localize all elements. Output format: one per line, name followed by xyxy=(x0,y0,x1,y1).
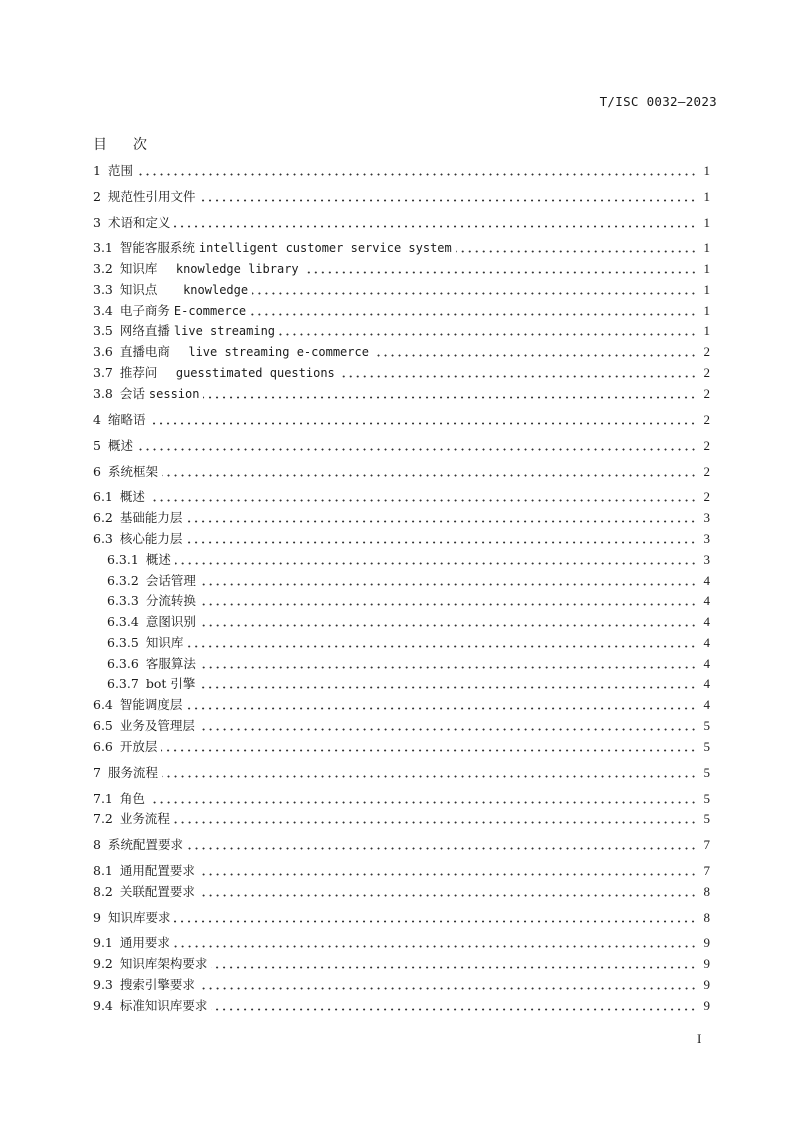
toc-entry-number: 2 xyxy=(93,189,101,204)
toc-entry[interactable] xyxy=(93,998,710,1014)
dot-leader xyxy=(250,303,697,319)
toc-entry-page: 1 xyxy=(703,323,710,338)
toc-entry-label-en: live streaming xyxy=(173,324,276,338)
dot-leader xyxy=(199,676,697,692)
dot-leader xyxy=(211,998,697,1014)
toc-entry-label-zh: bot 引擎 xyxy=(145,676,196,691)
toc-entry-label-zh: 客服算法 xyxy=(145,656,196,671)
toc-entry[interactable] xyxy=(93,837,710,853)
toc-entry[interactable] xyxy=(107,552,710,568)
toc-entry-label xyxy=(120,977,195,993)
toc-entry-label xyxy=(120,718,195,734)
toc-entry-label xyxy=(120,863,195,879)
dot-leader xyxy=(149,791,697,807)
toc-entry-label xyxy=(146,593,196,609)
toc-entry-number: 9 xyxy=(93,910,101,925)
dot-leader xyxy=(175,552,697,568)
toc-entry-label-zh: 智能调度层 xyxy=(119,697,183,712)
toc-entry-page: 1 xyxy=(703,240,710,255)
toc-entry-page: 5 xyxy=(703,765,710,780)
toc-entry[interactable] xyxy=(93,215,710,231)
toc-entry-number: 3.8 xyxy=(93,386,113,401)
toc-entry-page: 4 xyxy=(703,593,710,608)
toc-entry[interactable] xyxy=(93,739,710,755)
toc-entry-label-zh: 基础能力层 xyxy=(119,510,183,525)
toc-entry-page: 1 xyxy=(703,215,710,230)
toc-entry[interactable] xyxy=(93,791,710,807)
toc-entry-label xyxy=(146,614,196,630)
dot-leader xyxy=(149,412,697,428)
toc-entry[interactable] xyxy=(93,240,710,256)
toc-entry-label xyxy=(120,282,248,298)
toc-entry-page: 2 xyxy=(703,412,710,427)
toc-entry-label xyxy=(108,464,158,480)
dot-leader xyxy=(200,656,697,672)
toc-entry-number: 6.4 xyxy=(93,697,113,712)
toc-entry-number: 6.3 xyxy=(93,531,113,546)
toc-entry-page: 5 xyxy=(703,791,710,806)
dot-leader xyxy=(187,635,697,651)
toc-entry-label-zh: 规范性引用文件 xyxy=(107,189,196,204)
toc-title xyxy=(93,134,147,154)
toc-title-part1: 目 xyxy=(93,137,107,153)
dot-leader xyxy=(199,718,697,734)
toc-entry-label-zh: 范围 xyxy=(107,163,133,178)
toc-entry-number: 6.3.6 xyxy=(107,656,139,671)
toc-entry-page: 3 xyxy=(703,510,710,525)
toc-entry-label xyxy=(146,676,196,692)
toc-entry-number: 4 xyxy=(93,412,101,427)
toc-entry-page: 2 xyxy=(703,365,710,380)
toc-entry-page: 4 xyxy=(703,656,710,671)
dot-leader xyxy=(252,282,697,298)
toc-entry-page: 1 xyxy=(703,189,710,204)
toc-entry-page: 8 xyxy=(703,884,710,899)
toc-entry-label-zh: 知识库要求 xyxy=(107,910,171,925)
toc-entry[interactable] xyxy=(93,344,710,360)
toc-entry-label-zh: 智能客服系统 xyxy=(119,240,195,255)
toc-entry[interactable] xyxy=(93,863,710,879)
dot-leader xyxy=(137,163,697,179)
dot-leader xyxy=(174,811,697,827)
toc-entry[interactable] xyxy=(93,935,710,951)
dot-leader xyxy=(200,614,697,630)
toc-entry-label xyxy=(120,510,183,526)
toc-entry[interactable] xyxy=(93,697,710,713)
toc-entry-number: 6.3.5 xyxy=(107,635,139,650)
document-code: T/ISC 0032—2023 xyxy=(599,94,717,109)
toc-entry-label-zh: 业务及管理层 xyxy=(119,718,195,733)
toc-entry-label-zh: 核心能力层 xyxy=(119,531,183,546)
dot-leader xyxy=(149,489,697,505)
toc-entry-label xyxy=(108,215,171,231)
toc-entry-number: 5 xyxy=(93,438,101,453)
toc-entry-number: 6.3.1 xyxy=(107,552,139,567)
toc-entry-label xyxy=(120,261,299,277)
toc-entry-label-zh: 知识库 xyxy=(145,635,184,650)
toc-entry-number: 6.1 xyxy=(93,489,113,504)
toc-entry[interactable] xyxy=(93,438,710,454)
toc-title-part2: 次 xyxy=(133,137,147,153)
toc-entry-label xyxy=(146,552,171,568)
toc-entry-label xyxy=(120,935,170,951)
toc-entry-label-zh: 业务流程 xyxy=(119,811,170,826)
toc-entry-label-zh: 开放层 xyxy=(119,739,158,754)
dot-leader xyxy=(187,837,697,853)
toc-entry[interactable] xyxy=(93,386,710,402)
toc-entry-label-en: intelligent customer service system xyxy=(198,241,452,255)
toc-entry-label xyxy=(108,837,183,853)
toc-entry-number: 1 xyxy=(93,163,101,178)
toc-entry-label-zh: 服务流程 xyxy=(107,765,158,780)
toc-entry-label-zh: 缩略语 xyxy=(107,412,146,427)
toc-entry-label xyxy=(120,956,208,972)
toc-entry-number: 3.2 xyxy=(93,261,113,276)
toc-entry-label xyxy=(120,489,145,505)
toc-entry-page: 1 xyxy=(703,303,710,318)
toc-entry-label xyxy=(108,412,146,428)
toc-entry-label-zh: 意图识别 xyxy=(145,614,196,629)
toc-entry[interactable] xyxy=(93,323,710,339)
toc-entry-label-zh: 概述 xyxy=(145,552,171,567)
toc-entry-label-zh: 概述 xyxy=(107,438,133,453)
toc-entry-label xyxy=(120,884,195,900)
toc-entry-number: 3.7 xyxy=(93,365,113,380)
toc-entry-label xyxy=(120,791,145,807)
toc-entry-label xyxy=(108,765,158,781)
toc-entry-number: 3.3 xyxy=(93,282,113,297)
toc-entry[interactable] xyxy=(93,811,710,827)
toc-entry-number: 6.3.7 xyxy=(107,676,139,691)
toc-entry-label-zh: 关联配置要求 xyxy=(119,884,195,899)
toc-entry-page: 9 xyxy=(703,956,710,971)
toc-entry-page: 2 xyxy=(703,438,710,453)
toc-entry[interactable] xyxy=(93,489,710,505)
toc-entry-label-zh: 推荐问 xyxy=(119,365,158,380)
toc-entry[interactable] xyxy=(93,884,710,900)
toc-entry-label xyxy=(120,323,275,339)
toc-entry-label xyxy=(108,189,196,205)
toc-entry-label-zh: 分流转换 xyxy=(145,593,196,608)
toc-entry[interactable] xyxy=(93,765,710,781)
toc-entry-label xyxy=(120,998,208,1014)
dot-leader xyxy=(174,910,697,926)
dot-leader xyxy=(200,573,697,589)
toc-entry-page: 1 xyxy=(703,261,710,276)
dot-leader xyxy=(199,189,697,205)
toc-entry[interactable] xyxy=(93,261,710,277)
toc-entry-label-zh: 会话管理 xyxy=(145,573,196,588)
toc-entry-number: 6.3.2 xyxy=(107,573,139,588)
toc-entry[interactable] xyxy=(107,676,710,692)
toc-entry-number: 9.2 xyxy=(93,956,113,971)
toc-entry-label-zh: 会话 xyxy=(119,386,145,401)
toc-entry-label-zh: 直播电商 xyxy=(119,344,170,359)
dot-leader xyxy=(186,510,697,526)
toc-entry-number: 6 xyxy=(93,464,101,479)
toc-entry-label-zh: 概述 xyxy=(119,489,145,504)
toc-entry[interactable] xyxy=(93,464,710,480)
toc-entry[interactable] xyxy=(93,282,710,298)
toc-entry-page: 5 xyxy=(703,811,710,826)
toc-entry-page: 2 xyxy=(703,344,710,359)
toc-entry-number: 3.1 xyxy=(93,240,113,255)
dot-leader xyxy=(199,977,697,993)
toc-entry-label-zh: 术语和定义 xyxy=(107,215,171,230)
dot-leader xyxy=(199,884,697,900)
toc-entry-label-zh: 知识库架构要求 xyxy=(119,956,208,971)
toc-entry-page: 9 xyxy=(703,977,710,992)
toc-entry[interactable] xyxy=(93,412,710,428)
toc-entry-label-zh: 角色 xyxy=(119,791,145,806)
toc-entry[interactable] xyxy=(107,635,710,651)
toc-entry-page: 1 xyxy=(703,282,710,297)
toc-entry-page: 7 xyxy=(703,837,710,852)
toc-entry-page: 8 xyxy=(703,910,710,925)
toc-entry-number: 8.2 xyxy=(93,884,113,899)
toc-entry-label xyxy=(146,656,196,672)
toc-entry-number: 6.3.4 xyxy=(107,614,139,629)
toc-entry-label-zh: 标准知识库要求 xyxy=(119,998,208,1013)
toc-entry-page: 3 xyxy=(703,552,710,567)
toc-entry-number: 6.2 xyxy=(93,510,113,525)
toc-entry-number: 3.6 xyxy=(93,344,113,359)
toc-entry-page: 2 xyxy=(703,464,710,479)
toc-entry-number: 8 xyxy=(93,837,101,852)
toc-entry[interactable] xyxy=(93,910,710,926)
toc-entry-number: 6.5 xyxy=(93,718,113,733)
dot-leader xyxy=(186,697,697,713)
dot-leader xyxy=(373,344,697,360)
toc-entry-number: 3.5 xyxy=(93,323,113,338)
dot-leader xyxy=(162,765,697,781)
toc-entry-label xyxy=(120,531,183,547)
toc-entry-label-en: knowledge library xyxy=(161,262,299,276)
toc-entry[interactable] xyxy=(93,163,710,179)
toc-entry-label-zh: 通用配置要求 xyxy=(119,863,195,878)
toc-entry-number: 9.4 xyxy=(93,998,113,1013)
toc-entry-page: 5 xyxy=(703,739,710,754)
toc-entry-label xyxy=(108,438,133,454)
dot-leader xyxy=(211,956,697,972)
toc-entry-number: 9.1 xyxy=(93,935,113,950)
toc-entry-number: 6.3.3 xyxy=(107,593,139,608)
toc-entry-page: 4 xyxy=(703,614,710,629)
toc-entry-label xyxy=(146,635,184,651)
dot-leader xyxy=(137,438,697,454)
toc-entry-number: 7.1 xyxy=(93,791,113,806)
toc-entry[interactable] xyxy=(93,956,710,972)
toc-entry-number: 6.6 xyxy=(93,739,113,754)
toc-entry-page: 1 xyxy=(703,163,710,178)
toc-entry[interactable] xyxy=(93,365,710,381)
dot-leader xyxy=(303,261,697,277)
dot-leader xyxy=(174,215,697,231)
dot-leader xyxy=(199,863,697,879)
toc-entry[interactable] xyxy=(93,510,710,526)
toc-entry-label xyxy=(120,240,452,256)
dot-leader xyxy=(456,240,697,256)
toc-entry-page: 4 xyxy=(703,635,710,650)
toc-entry-label-zh: 网络直播 xyxy=(119,323,170,338)
toc-entry-label-zh: 电子商务 xyxy=(119,303,170,318)
dot-leader xyxy=(203,386,697,402)
toc-entry-page: 4 xyxy=(703,697,710,712)
toc-entry-label-zh: 知识点 xyxy=(119,282,158,297)
toc-entry-label-zh: 系统配置要求 xyxy=(107,837,183,852)
page-number-footer: I xyxy=(697,1031,702,1046)
toc-entry-label xyxy=(108,163,133,179)
toc-entry-number: 3 xyxy=(93,215,101,230)
dot-leader xyxy=(279,323,697,339)
toc-entry-label-en: session xyxy=(148,387,200,401)
toc-entry-label xyxy=(120,344,369,360)
toc-entry-page: 2 xyxy=(703,489,710,504)
toc-entry-number: 7.2 xyxy=(93,811,113,826)
toc-entry-label xyxy=(120,365,335,381)
toc-entry-label-en: live streaming e-commerce xyxy=(173,345,369,359)
toc-entry-page: 3 xyxy=(703,531,710,546)
toc-entry-page: 5 xyxy=(703,718,710,733)
toc-entry-page: 7 xyxy=(703,863,710,878)
toc-entry-label xyxy=(120,697,183,713)
toc-entry-page: 2 xyxy=(703,386,710,401)
toc-entry-page: 9 xyxy=(703,935,710,950)
toc-entry-number: 3.4 xyxy=(93,303,113,318)
toc-entry-label-en: E-commerce xyxy=(173,304,247,318)
toc-entry-page: 4 xyxy=(703,573,710,588)
toc-entry[interactable] xyxy=(107,656,710,672)
toc-entry-label-zh: 搜索引擎要求 xyxy=(119,977,195,992)
toc-entry[interactable] xyxy=(107,593,710,609)
dot-leader xyxy=(200,593,697,609)
toc-entry-label xyxy=(146,573,196,589)
dot-leader xyxy=(162,464,697,480)
toc-entry-label xyxy=(108,910,171,926)
toc-entry[interactable] xyxy=(93,977,710,993)
toc-entry-label-en: guesstimated questions xyxy=(161,366,335,380)
toc-entry-number: 8.1 xyxy=(93,863,113,878)
toc-entry-label xyxy=(120,739,158,755)
toc-entry-number: 9.3 xyxy=(93,977,113,992)
toc-entry[interactable] xyxy=(93,303,710,319)
toc-entry-label xyxy=(120,303,246,319)
toc-entry-number: 7 xyxy=(93,765,101,780)
toc-entry[interactable] xyxy=(107,573,710,589)
dot-leader xyxy=(339,365,697,381)
toc-entry-label-zh: 系统框架 xyxy=(107,464,158,479)
toc-entry[interactable] xyxy=(93,718,710,734)
toc-entry[interactable] xyxy=(107,614,710,630)
toc-entry-label-en: knowledge xyxy=(161,283,249,297)
dot-leader xyxy=(186,531,697,547)
toc-entry-label-zh: 通用要求 xyxy=(119,935,170,950)
toc-entry-page: 4 xyxy=(703,676,710,691)
dot-leader xyxy=(174,935,697,951)
toc-entry[interactable] xyxy=(93,189,710,205)
toc-entry-page: 9 xyxy=(703,998,710,1013)
toc-entry-label xyxy=(120,386,200,402)
toc-entry-label xyxy=(120,811,170,827)
toc-entry[interactable] xyxy=(93,531,710,547)
toc-entry-label-zh: 知识库 xyxy=(119,261,158,276)
dot-leader xyxy=(161,739,697,755)
